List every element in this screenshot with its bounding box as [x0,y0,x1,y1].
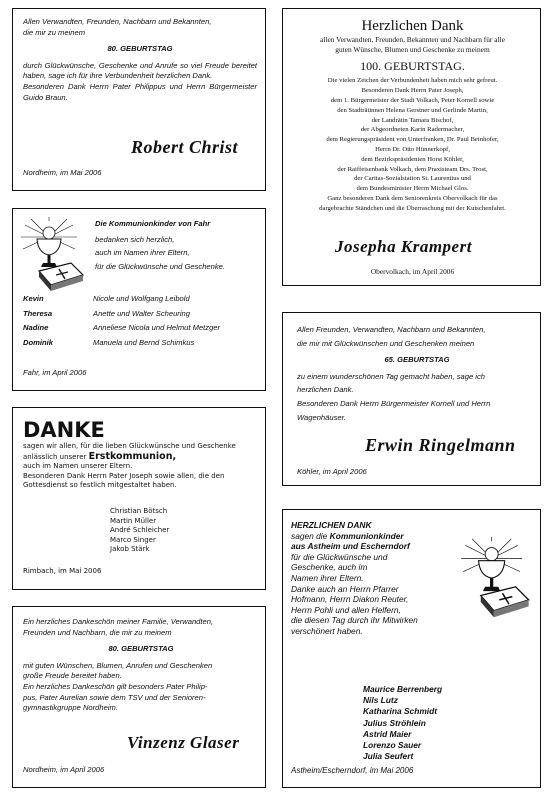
list-item [23,309,261,320]
ad2-line-7: dem Regierungspräsident von Unterfranken, Dr. Paul Beinhofer, [326,136,499,144]
ad4-place-date: Köhler, im April 2006 [297,467,367,476]
ad6-line-3: für die Glückwünsche und [291,551,388,562]
ad3-header-line-3: für die Glückwünsche und Geschenke. [95,261,226,271]
ad2-place-date: Obervolkach, im April 2006 [370,267,455,276]
ad7-body-1: mit guten Wünschen, Blumen, Anrufen und Geschenken [23,660,213,670]
ad2-line-5: der Landrätin Tamara Bischof, [371,116,454,124]
ad2-title: Herzlichen Dank [361,18,464,34]
ad2-body [287,76,538,213]
ad-herzlichen-dank-kommunionkinder [282,509,541,788]
list-item [23,338,261,349]
ad7-occasion: 80. GEBURTSTAG [108,644,174,654]
list-item: Maurice Berrenberg [363,684,443,694]
ad7-intro-2: Freunden und Nachbarn, die mir zu meinem [23,627,172,637]
ad7-intro-1: Ein herzliches Dankeschön meiner Familie, Verwandten, [23,617,214,626]
list-item: Lorenzo Sauer [363,740,422,751]
ad4-line-4: Wagenhäuser. [297,412,346,422]
ad-danke-erstkommunion [12,407,266,590]
ad5-line-5: Gottesdienst so festlich mitgestaltet haben. [23,481,177,490]
ad6-title: HERZLICHEN DANK [291,520,372,530]
ad6-line-5: Namen ihrer Eltern. [291,572,364,583]
ad2-intro-2: guten Wünsche, Blumen und Geschenke zu meinem [335,45,490,55]
child-name: Theresa [23,308,53,318]
ad4-line-1: zu einem wunderschönen Tag gemacht haben, sage ich [297,371,486,381]
ad6-place-date: Astheim/Escherndorf, im Mai 2006 [291,766,414,775]
ad-erwin-ringelmann [282,312,541,486]
list-item: Marco Singer [110,535,156,544]
list-item [23,323,261,334]
ad2-line-8: Herrn Dr. Otto Hünnerkopf, [375,145,450,153]
chalice-bible-icon [19,217,87,291]
child-parents: Anneliese Nicola und Helmut Metzger [93,323,221,333]
ad2-line-4: den Stadträtinnen Helena Gerstner und Gerlinde Martin, [337,106,488,114]
list-item: Julia Seufert [363,751,414,762]
ad1-signature: Robert Christ [131,137,239,157]
ad2-line-1: Die vielen Zeichen der Verbundenheit haben mich sehr gefreut. [327,77,498,85]
ad7-body-2: große Freude bereitet haben. [23,671,122,681]
ad-vinzenz-glaser [12,606,266,788]
ad5-line-2-pre: anlässlich unserer [23,452,89,461]
list-item: Martin Müller [110,516,157,525]
ad2-signature: Josepha Krampert [335,237,472,256]
ad4-line-3: Besonderen Dank Herrn Bürgermeister Kornell und Herrn [297,398,491,408]
ad5-names [110,507,169,555]
ad1-body: durch Glückwünsche, Geschenke und Anrufe so viel Freude bereitet haben, sage ich für ihre Verbundenheit herzlichen Dank. [23,60,257,81]
list-item: Christian Bötsch [110,507,168,515]
list-item: Jakob Stärk [110,545,150,554]
ad1-place-date: Nordheim, im Mai 2006 [23,168,102,177]
ad4-occasion: 65. GEBURTSTAG [384,355,450,365]
ad3-place-date: Fahr, im April 2006 [23,368,87,377]
ad6-line-1-pre: sagen die [291,530,330,541]
ad1-intro-1: Allen Verwandten, Freunden, Nachbarn und Bekannten, [23,17,212,26]
ad6-line-4: Geschenke, auch im [291,562,368,573]
ad6-line-10: verschönert haben. [291,625,363,636]
ad5-title: DANKE [23,418,105,442]
ad3-header-line-2: auch im Namen ihrer Eltern, [95,248,190,258]
ad2-line-12: dem Bundesminister Herrn Michael Glos. [356,185,469,193]
ad2-occasion: 100. GEBURTSTAG. [360,59,465,74]
list-item: Julius Ströhlein [363,717,426,728]
child-name: Kevin [23,294,44,303]
ad2-line-13: Ganz besonderen Dank dem Seniorenkreis Obervolkach für das [327,194,498,202]
ad4-signature: Erwin Ringelmann [365,435,516,455]
ad3-header-line-1: bedanken sich herzlich, [95,234,175,244]
ad4-intro-1: Allen Freunden, Verwandten, Nachbarn und Bekannten, [297,325,486,334]
ad7-signature: Vinzenz Glaser [127,733,240,752]
ad2-intro-1: allen Verwandten, Freunden, Bekannten und Nachbarn für alle [320,35,505,44]
list-item: Nils Lutz [363,695,398,706]
ad6-line-9: die diesen Tag durch ihr Mitwirken [291,615,418,626]
ad3-header: Die Kommunionkinder von Fahr [95,219,211,228]
ad2-line-14: dargebrachte Ständchen und die Überraschung mit der Kutschenfahrt. [319,204,506,212]
list-item [23,294,261,305]
ad1-special: Besonderen Dank Herrn Pater Philippus und Herrn Bürgermeister Guido Braun. [23,81,257,102]
ad1-occasion: 80. GEBURTSTAG [107,44,173,54]
ad-kommunionkinder-fahr [12,208,266,391]
ad5-place-date: Rimbach, im Mai 2006 [23,567,102,575]
ad2-line-2: Besonderen Dank Herrn Pater Joseph, [361,87,464,95]
ad6-line-1 [291,531,471,542]
ad6-line-2: aus Astheim und Escherndorf [291,541,410,552]
ad6-line-6: Danke auch an Herrn Pfarrer [291,583,399,594]
ad4-intro-2: die mir mit Glückwünschen und Geschenken meinen [297,338,475,348]
ad6-line-8: Herrn Pohli und allen Helfern, [291,604,401,615]
ad5-line-2 [23,452,263,463]
ad1-intro-2: die mir zu meinem [23,27,86,37]
list-item: André Schleicher [110,526,170,535]
ad-josepha-krampert [282,8,541,286]
ad2-line-6: der Abgeordneten Karin Radermacher, [360,126,465,134]
ad7-place-date: Nordheim, im April 2006 [23,765,105,774]
list-item: Katharina Schmidt [363,706,437,717]
ad6-line-7: Hofmann, Herrn Diakon Reuter, [291,594,409,605]
ad4-line-2: herzlichen Dank. [297,385,354,395]
ad7-body-3: Ein herzliches Dankeschön gilt besonders Pater Philip- [23,681,208,691]
ad2-line-11: der Caritas-Sozialstation St. Laurentius und [354,175,471,183]
child-name: Dominik [23,337,53,347]
child-parents: Manuela und Bernd Schimkus [93,337,195,347]
ad5-line-1: sagen wir allen, für die lieben Glückwünsche und Geschenke [23,442,236,450]
ad5-line-3: auch im Namen unserer Eltern. [23,462,133,471]
ad-robert-christ [12,8,266,191]
child-parents: Anette und Walter Scheuring [93,308,190,318]
ad2-line-10: der Raiffeisenbank Volkach, dem Praxisteam Drs. Trost, [337,165,488,173]
ad7-body-5: gymnastikgruppe Nordheim. [23,703,118,713]
ad5-line-4: Besonderen Dank Herrn Pater Joseph sowie allen, die den [23,471,225,480]
ad6-names [363,684,442,762]
ad7-body-4: pus, Pater Aurelian sowie dem TSV und der Senioren- [23,692,206,702]
child-parents: Nicole und Wolfgang Leibold [93,294,190,303]
ad2-line-9: dem Bezirkspräsidenten Horst Köhler, [361,155,464,163]
ad5-line-2-bold: Erstkommunion, [88,450,177,462]
ad6-line-1-bold: Kommunionkinder [329,530,404,541]
child-name: Nadine [23,323,49,333]
list-item: Astrid Maier [363,728,412,739]
ad2-line-3: dem 1. Bürgermeister der Stadt Volkach, Peter Kornell sowie [330,97,495,104]
